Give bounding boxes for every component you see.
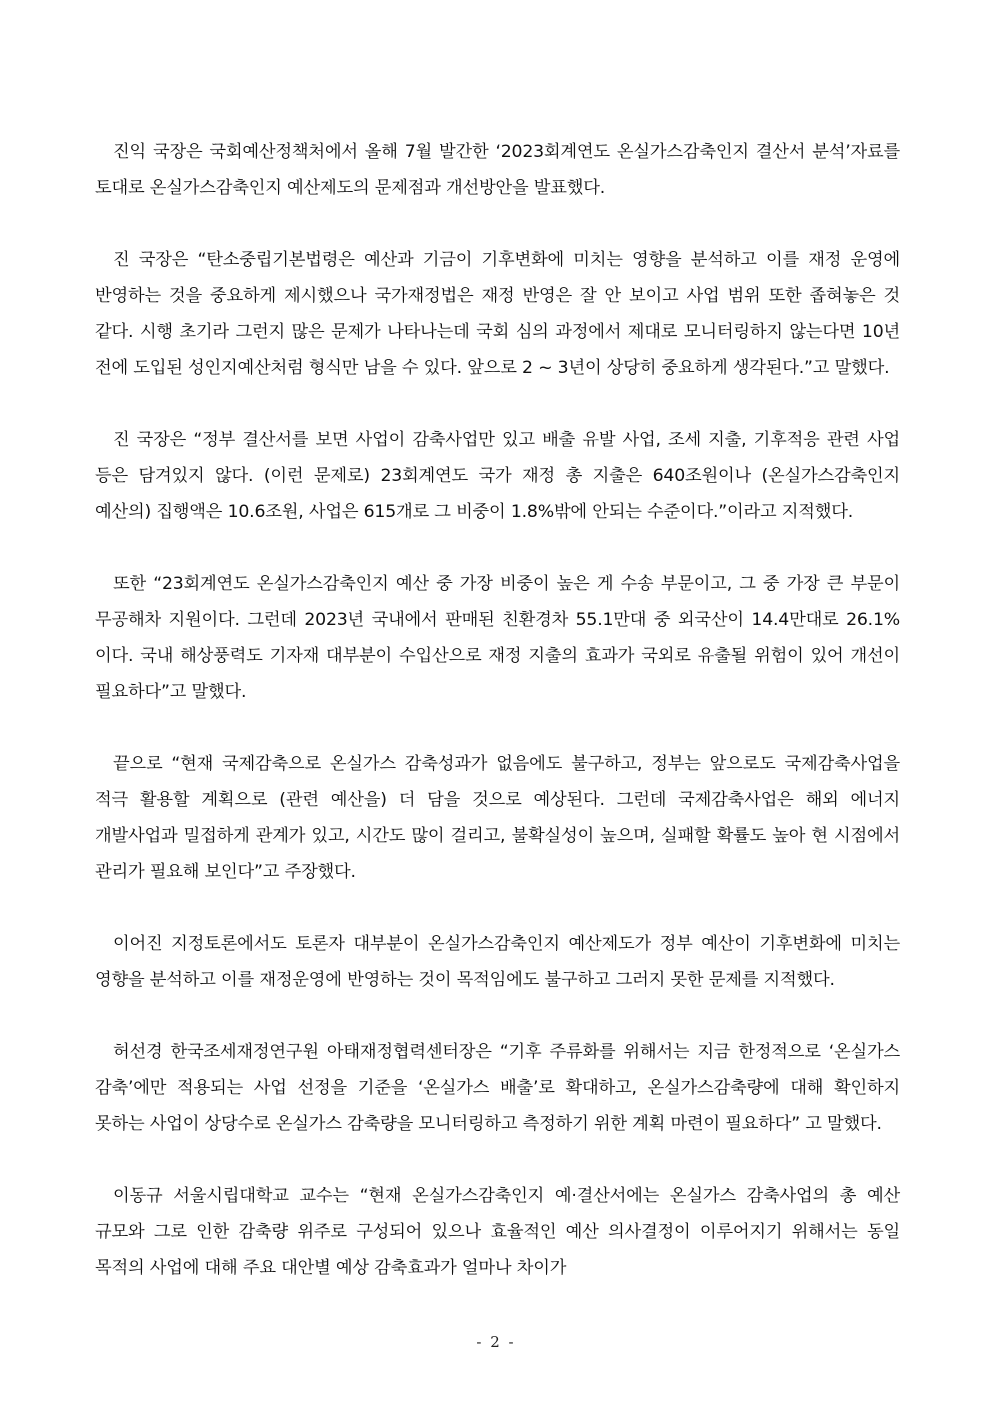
- paragraph-1: 진익 국장은 국회예산정책처에서 올해 7월 발간한 ‘2023회계연도 온실가스감축인지 결산서 분석’자료를 토대로 온실가스감축인지 예산제도의 문제점과 개선방안을 발표했다.: [95, 142, 900, 198]
- paragraph-4: 또한 “23회계연도 온실가스감축인지 예산 중 가장 비중이 높은 게 수송 부문이고, 그 중 가장 큰 부문이 무공해차 지원이다. 그런데 2023년 국내에서 판매된 친환경차 55.1만대 중 외국산이 14.4만대로 26.1%이다. 국내 해상풍력도 기자재 대부분이 수입산으로 재정 지출의 효과가 국외로 유출될 위험이 있어 개선이 필요하다”고 말했다.: [95, 574, 900, 702]
- paragraph-8: 이동규 서울시립대학교 교수는 “현재 온실가스감축인지 예·결산서에는 온실가스 감축사업의 총 예산 규모와 그로 인한 감축량 위주로 구성되어 있으나 효율적인 예산 의사결정이 이루어지기 위해서는 동일 목적의 사업에 대해 주요 대안별 예상 감축효과가 얼마나 차이가: [95, 1186, 900, 1278]
- paragraph-2: 진 국장은 “탄소중립기본법령은 예산과 기금이 기후변화에 미치는 영향을 분석하고 이를 재정 운영에 반영하는 것을 중요하게 제시했으나 국가재정법은 재정 반영은 잘 안 보이고 사업 범위 또한 좁혀놓은 것 같다. 시행 초기라 그런지 많은 문제가 나타나는데 국회 심의 과정에서 제대로 모니터링하지 않는다면 10년 전에 도입된 성인지예산처럼 형식만 남을 수 있다. 앞으로 2 ~ 3년이 상당히 중요하게 생각된다.”고 말했다.: [95, 250, 900, 378]
- body-text: [95, 134, 900, 1322]
- paragraph-6: 이어진 지정토론에서도 토론자 대부분이 온실가스감축인지 예산제도가 정부 예산이 기후변화에 미치는 영향을 분석하고 이를 재정운영에 반영하는 것이 목적임에도 불구하고 그러지 못한 문제를 지적했다.: [95, 934, 900, 990]
- page-number: - 2 -: [476, 1333, 516, 1351]
- paragraph-7: 허선경 한국조세재정연구원 아태재정협력센터장은 “기후 주류화를 위해서는 지금 한정적으로 ‘온실가스 감축’에만 적용되는 사업 선정을 기준을 ‘온실가스 배출’로 확대하고, 온실가스감축량에 대해 확인하지 못하는 사업이 상당수로 온실가스 감축량을 모니터링하고 측정하기 위한 계획 마련이 필요하다” 고 말했다.: [95, 1042, 900, 1134]
- paragraph-5: 끝으로 “현재 국제감축으로 온실가스 감축성과가 없음에도 불구하고, 정부는 앞으로도 국제감축사업을 적극 활용할 계획으로 (관련 예산을) 더 담을 것으로 예상된다. 그런데 국제감축사업은 해외 에너지 개발사업과 밀접하게 관계가 있고, 시간도 많이 걸리고, 불확실성이 높으며, 실패할 확률도 높아 현 시점에서 관리가 필요해 보인다”고 주장했다.: [95, 754, 900, 882]
- paragraph-3: 진 국장은 “정부 결산서를 보면 사업이 감축사업만 있고 배출 유발 사업, 조세 지출, 기후적응 관련 사업 등은 담겨있지 않다. (이런 문제로) 23회계연도 국가 재정 총 지출은 640조원이나 (온실가스감축인지 예산의) 집행액은 10.6조원, 사업은 615개로 그 비중이 1.8%밖에 안되는 수준이다.”이라고 지적했다.: [95, 430, 900, 522]
